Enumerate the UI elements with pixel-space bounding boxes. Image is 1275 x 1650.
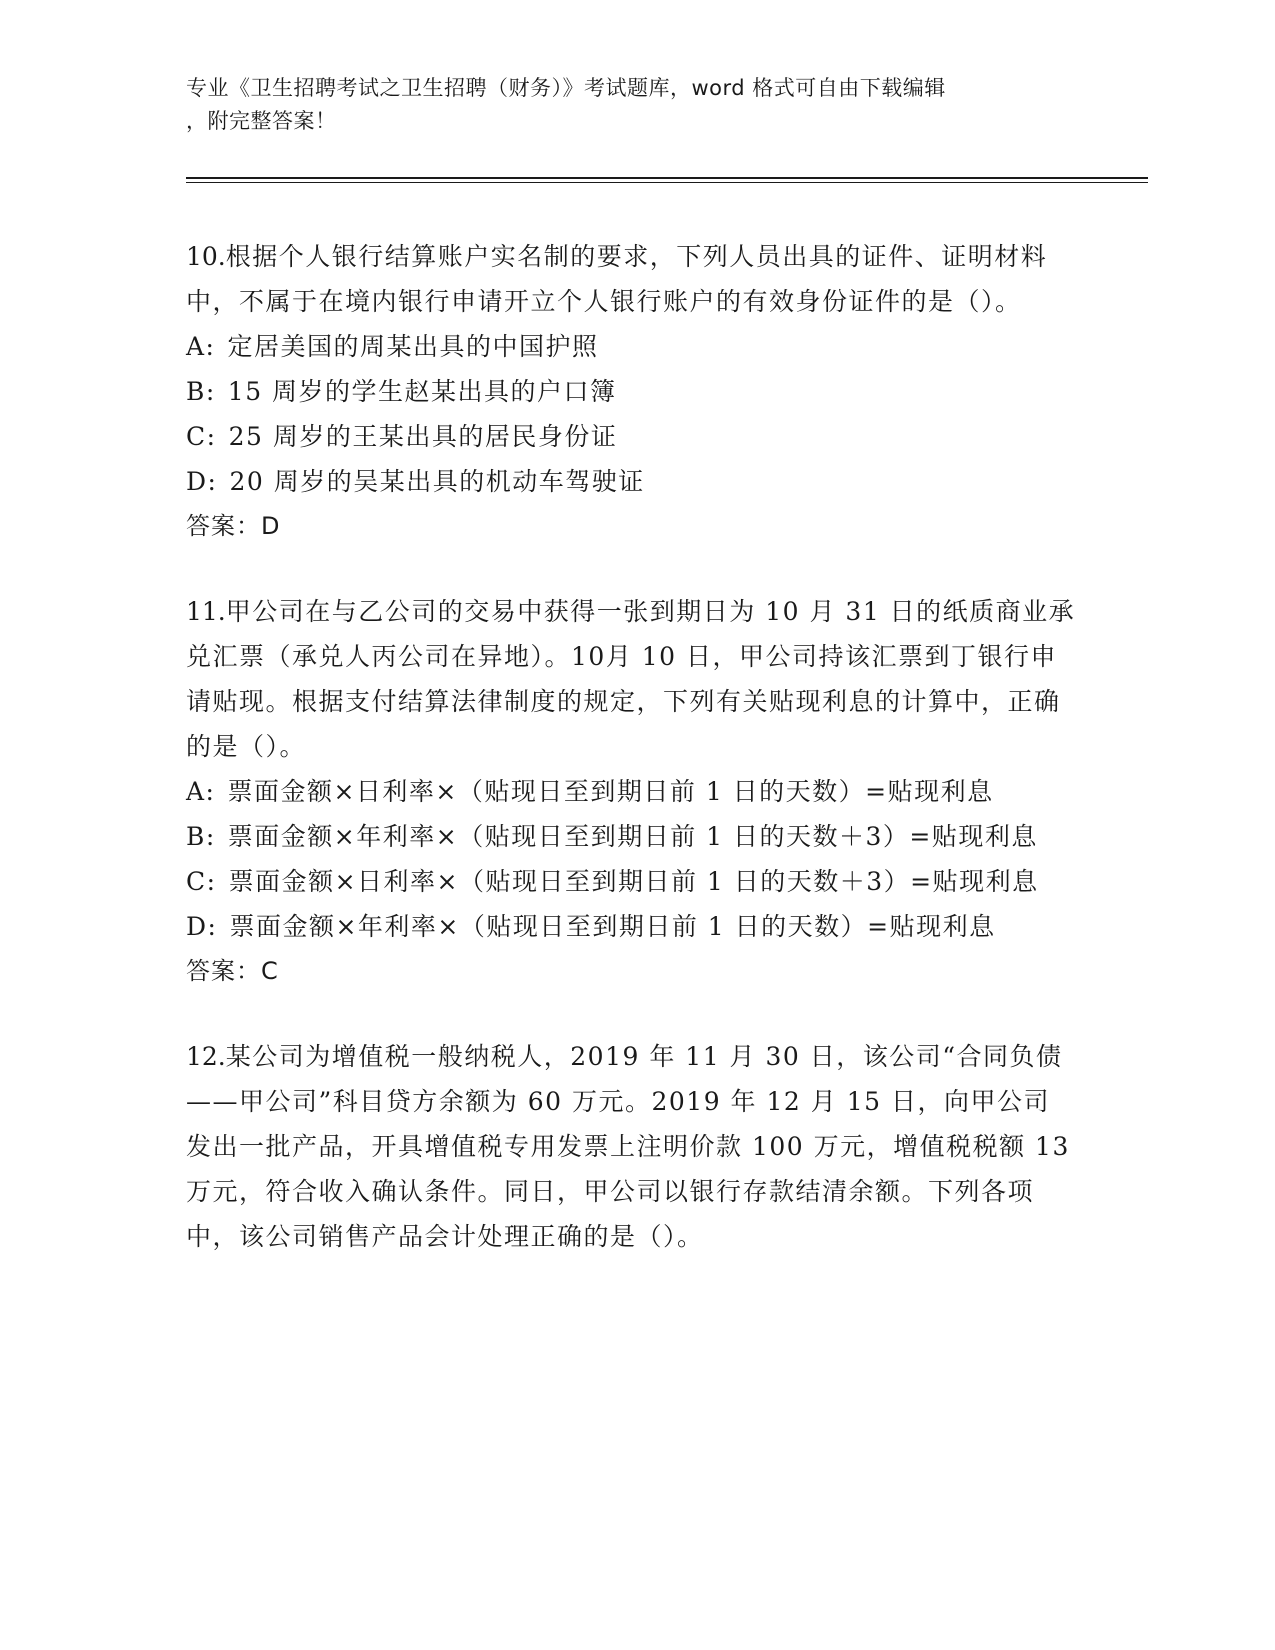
question-number: 11. [186, 597, 226, 626]
option-letter: C: [186, 422, 217, 451]
question-stem [186, 234, 1076, 324]
option-text: 票面金额×日利率×（贴现日至到期日前 1 日的天数＋3）=贴现利息 [228, 867, 1039, 896]
option-text: 15 周岁的学生赵某出具的户口簿 [227, 377, 617, 406]
header-divider-thin [186, 182, 1148, 183]
header-line-2: ，附完整答案！ [186, 109, 337, 133]
question-text: 甲公司在与乙公司的交易中获得一张到期日为 10 月 31 日的纸质商业承兑汇票（承兑人丙公司在异地）。10月 10 日，甲公司持该汇票到丁银行申请贴现。根据支付结算法律制度的规定，下列有关贴现利息的计算中，正确的是（）。 [186, 597, 1076, 761]
option-c [186, 414, 1076, 459]
question-list [186, 234, 1076, 1299]
option-text: 票面金额×年利率×（贴现日至到期日前 1 日的天数＋3）=贴现利息 [227, 822, 1038, 851]
question-stem [186, 589, 1076, 769]
option-a [186, 769, 1076, 814]
question-number: 12. [186, 1042, 226, 1071]
option-b [186, 814, 1076, 859]
option-text: 票面金额×日利率×（贴现日至到期日前 1 日的天数）=贴现利息 [227, 777, 994, 806]
option-letter: B: [186, 377, 216, 406]
document-header [186, 72, 1066, 138]
question-text: 某公司为增值税一般纳税人，2019 年 11 月 30 日，该公司“合同负债——甲公司”科目贷方余额为 60 万元。2019 年 12 月 15 日，向甲公司发出一批产品，开具增值税专用发票上注明价款 100 万元，增值税税额 13 万元，符合收入确认条件。同日，甲公司以银行存款结清余额。下列各项中，该公司销售产品会计处理正确的是（）。 [186, 1042, 1070, 1251]
option-d [186, 459, 1076, 504]
option-letter: C: [186, 867, 217, 896]
option-a [186, 324, 1076, 369]
option-text: 25 周岁的王某出具的居民身份证 [228, 422, 618, 451]
option-text: 票面金额×年利率×（贴现日至到期日前 1 日的天数）=贴现利息 [229, 912, 996, 941]
option-text: 定居美国的周某出具的中国护照 [227, 332, 599, 361]
option-b [186, 369, 1076, 414]
question-12 [186, 1034, 1076, 1259]
question-text: 根据个人银行结算账户实名制的要求，下列人员出具的证件、证明材料中，不属于在境内银行申请开立个人银行账户的有效身份证件的是（）。 [186, 242, 1048, 316]
option-letter: D: [186, 912, 218, 941]
option-letter: D: [186, 467, 218, 496]
option-letter: B: [186, 822, 216, 851]
header-divider-thick [186, 177, 1148, 179]
option-c [186, 859, 1076, 904]
question-stem [186, 1034, 1076, 1259]
question-10 [186, 234, 1076, 549]
answer-label: 答案：D [186, 512, 281, 540]
question-11 [186, 589, 1076, 994]
header-line-1: 专业《卫生招聘考试之卫生招聘（财务）》考试题库，word 格式可自由下载编辑 [186, 76, 946, 100]
option-d [186, 904, 1076, 949]
question-number: 10. [186, 242, 226, 271]
option-text: 20 周岁的吴某出具的机动车驾驶证 [229, 467, 645, 496]
option-letter: A: [186, 777, 216, 806]
answer-label: 答案：C [186, 957, 279, 985]
option-letter: A: [186, 332, 216, 361]
